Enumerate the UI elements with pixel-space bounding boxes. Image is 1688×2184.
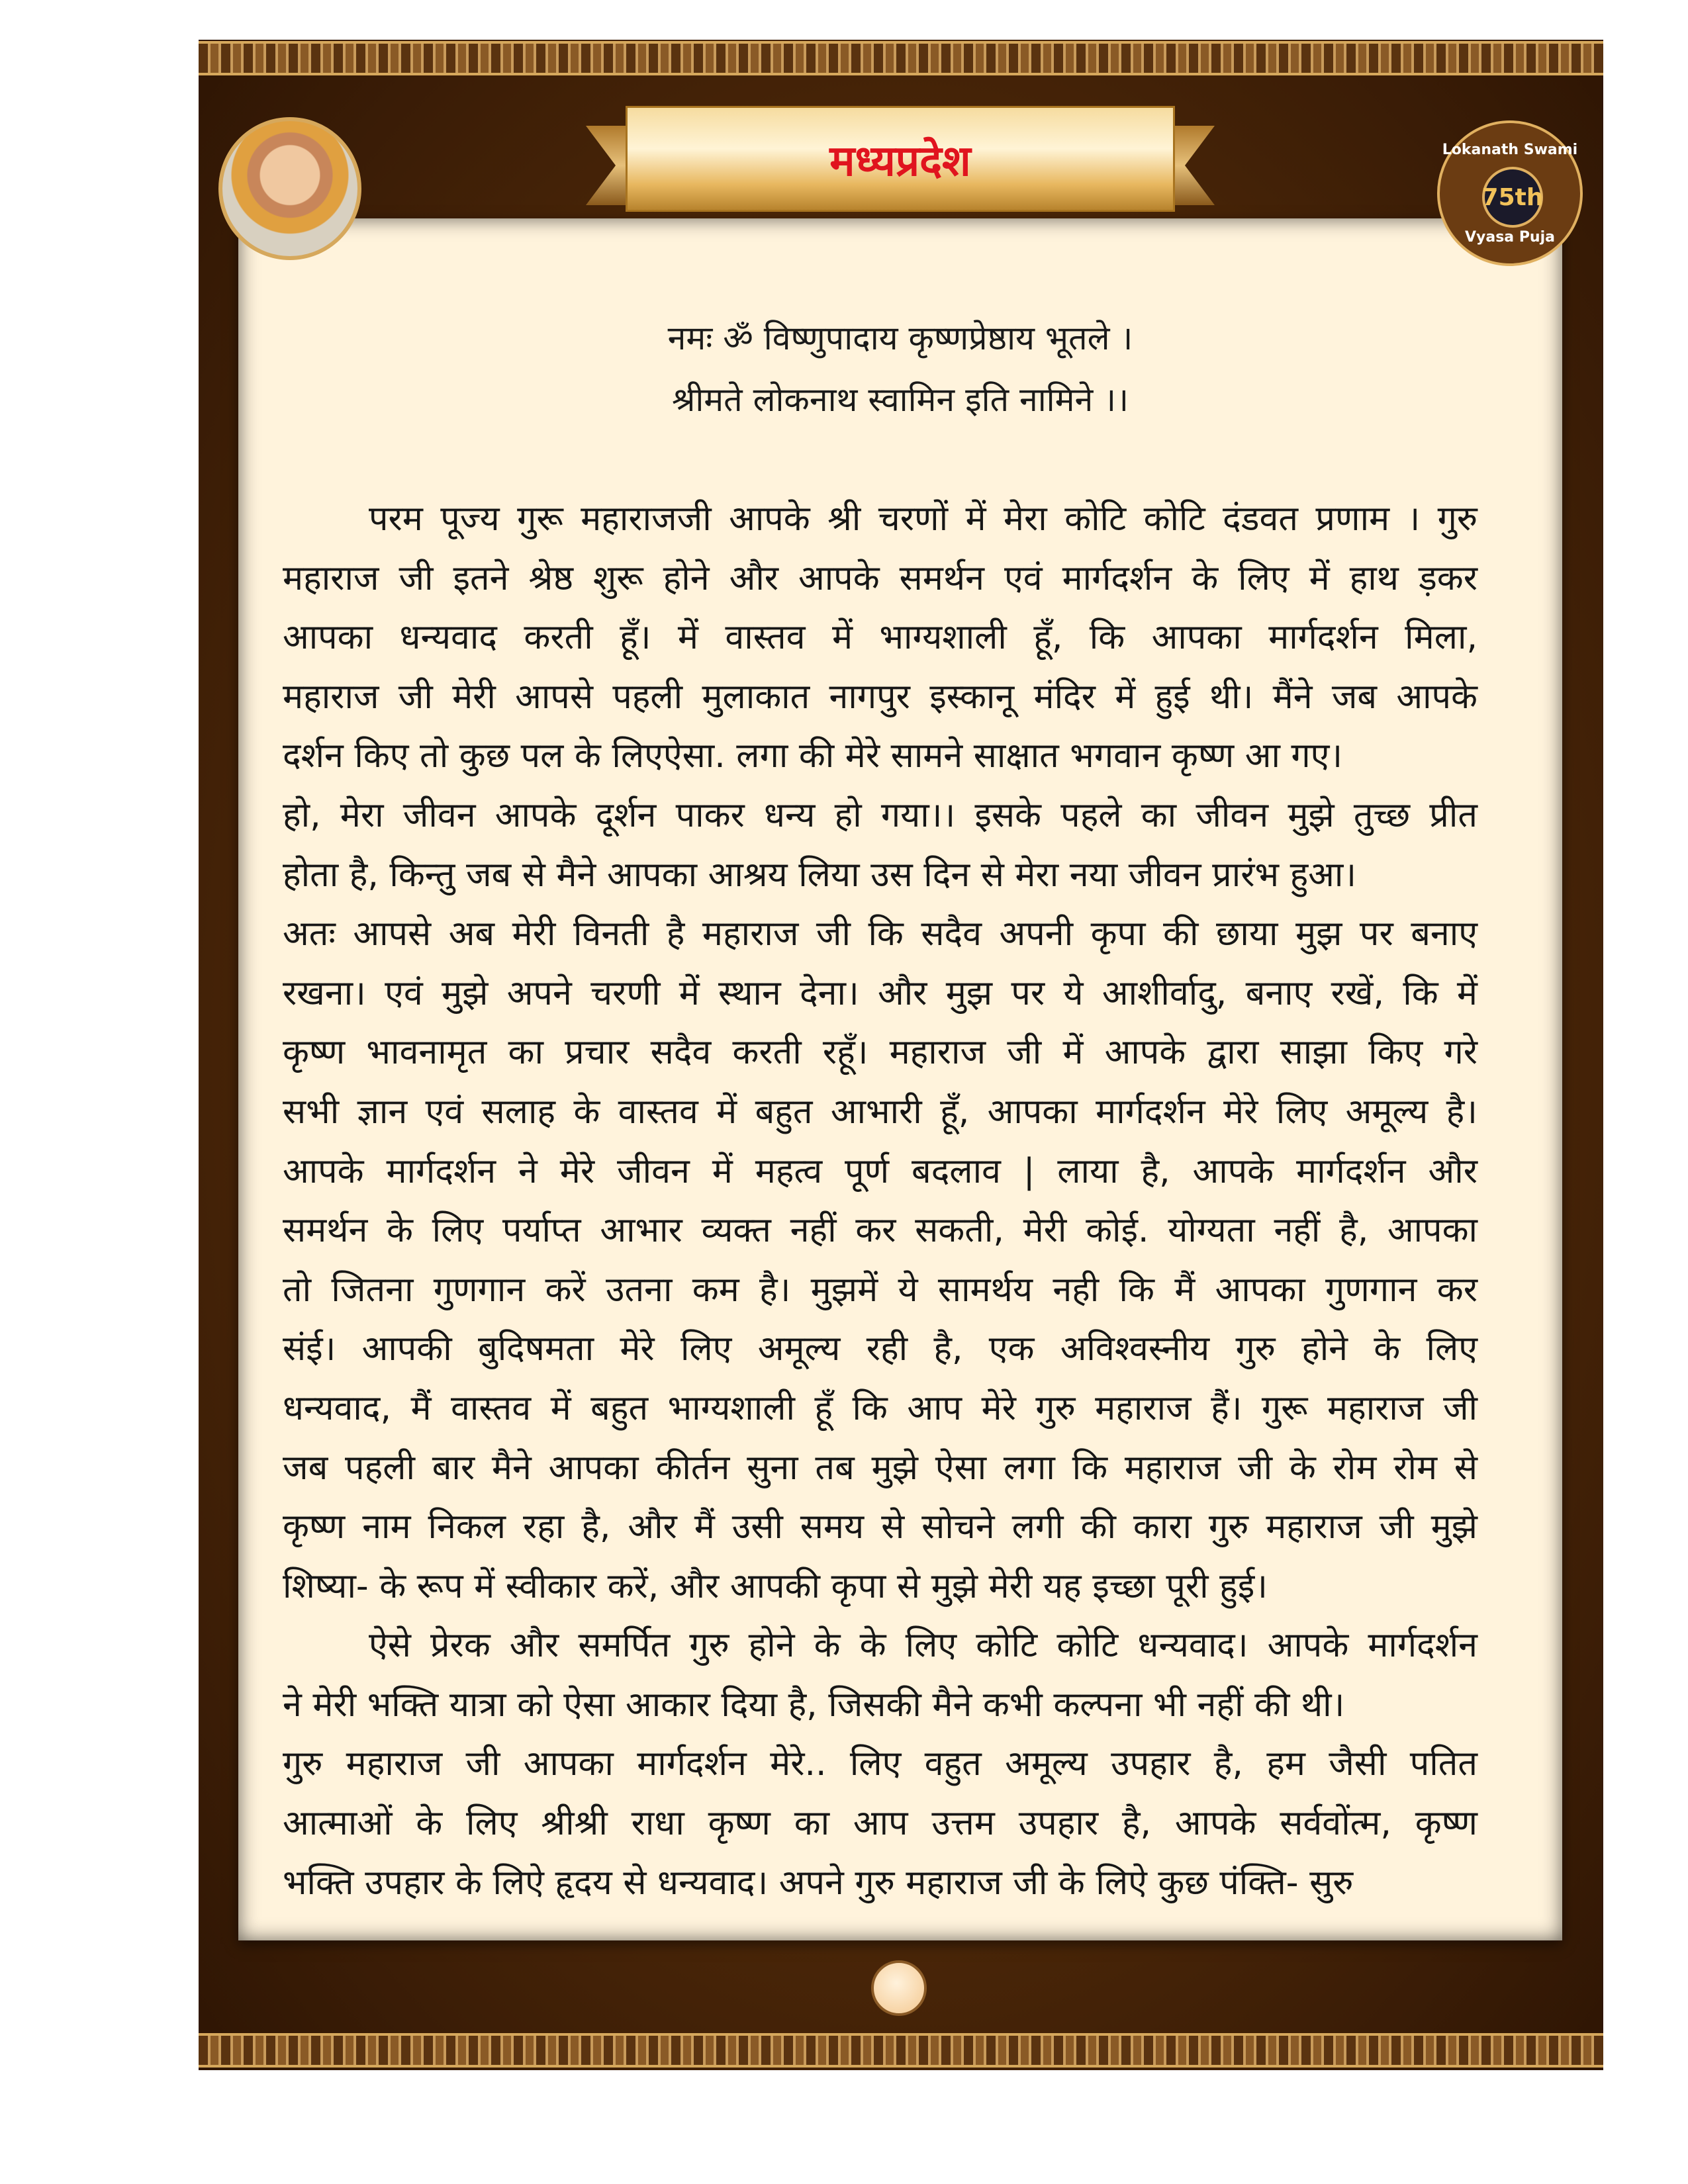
letter-line: आपके मार्गदर्शन ने मेरे जीवन में महत्व पूर्ण बदलाव | लाया है, आपके मार्गदर्शन और <box>283 1151 1477 1191</box>
verse-line-1: नमः ॐ विष्णुपादाय कृष्णप्रेष्ठाय भूतले । <box>667 319 1133 357</box>
letter-line: दर्शन किए तो कुछ पल के लिएऐसा. लगा की मेरे सामने साक्षात भगवान कृष्ण आ गए। <box>283 736 1343 776</box>
letter-line: महाराज जी मेरी आपसे पहली मुलाकात नागपुर इस्कानू मंदिर में हुई थी। मैंने जब आपके <box>283 676 1477 717</box>
letter-line: हो, मेरा जीवन आपके दूर्शन पाकर धन्य हो गया।। इसके पहले का जीवन मुझे तुच्छ प्रीत <box>283 795 1477 835</box>
letter-body <box>283 490 1477 1913</box>
letter-line: समर्थन के लिए पर्याप्त आभार व्यक्त नहीं कर सकती, मेरी कोई. योग्यता नहीं है, आपका <box>283 1210 1477 1251</box>
letter-line: तो जितना गुणगान करें उतना कम है। मुझमें ये सामर्थय नही कि मैं आपका गुणगान कर <box>283 1269 1477 1310</box>
guru-photo <box>218 117 361 260</box>
letter-line: ने मेरी भक्ति यात्रा को ऐसा आकार दिया है, जिसकी मैने कभी कल्पना भी नहीं की थी। <box>283 1684 1345 1725</box>
letter-line: जब पहली बार मैने आपका कीर्तन सुना तब मुझे ऐसा लगा कि महाराज जी के रोम रोम से <box>283 1447 1477 1488</box>
letter-line: महाराज जी इतने श्रेष्ठ शुरू होने और आपके समर्थन एवं मार्गदर्शन के लिए में हाथ ड़कर <box>283 558 1477 598</box>
letter-line: परम पूज्य गुरू महाराजजी आपके श्री चरणों में मेरा कोटि कोटि दंडवत प्रणाम । गुरु <box>369 499 1477 539</box>
logo-top-text: Lokanath Swami <box>1442 142 1578 158</box>
page-dot-ornament <box>871 1960 927 2016</box>
letter-line: कृष्ण नाम निकल रहा है, और मैं उसी समय से सोचने लगी की कारा गुरु महाराज जी मुझे <box>283 1507 1477 1547</box>
top-border-ornament <box>199 41 1603 75</box>
letter-line: सभी ज्ञान एवं सलाह के वास्तव में बहुत आभारी हूँ, आपका मार्गदर्शन मेरे लिए अमूल्य है। <box>283 1091 1477 1132</box>
letter-line: गुरु महाराज जी आपका मार्गदर्शन मेरे.. लिए वहुत अमूल्य उपहार है, हम जैसी पतित <box>283 1744 1477 1784</box>
logo-number: 75th <box>1482 167 1543 228</box>
bottom-border-ornament <box>199 2033 1603 2068</box>
title-banner <box>586 99 1215 225</box>
letter-line: कृष्ण भावनामृत का प्रचार सदैव करती रहूँ। महाराज जी में आपके द्वारा साझा किए गरे <box>283 1032 1477 1073</box>
letter-line: आत्माओं के लिए श्रीश्री राधा कृष्ण का आप उत्तम उपहार है, आपके सर्ववोंत्म, कृष्ण <box>283 1803 1477 1844</box>
ribbon <box>626 106 1175 212</box>
letter-line: आपका धन्यवाद करती हूँ। में वास्तव में भाग्यशाली हूँ, कि आपका मार्गदर्शन मिला, <box>283 617 1477 658</box>
letter-line: अतः आपसे अब मेरी विनती है महाराज जी कि सदैव अपनी कृपा की छाया मुझ पर बनाए <box>283 914 1477 954</box>
letter-line: संई। आपकी बुदिषमता मेरे लिए अमूल्य रही है, एक अविश्वस्नीय गुरु होने के लिए <box>283 1329 1477 1369</box>
letter-line: शिष्या- के रूप में स्वीकार करें, और आपकी कृपा से मुझे मेरी यह इच्छा पूरी हुई। <box>283 1566 1268 1606</box>
letter-line: भक्ति उपहार के लिऐ हृदय से धन्यवाद। अपने गुरु महाराज जी के लिऐ कुछ पंक्ति- सुरु <box>283 1862 1354 1903</box>
letter-line: होता है, किन्तु जब से मैने आपका आश्रय लिया उस दिन से मेरा नया जीवन प्रारंभ हुआ। <box>283 854 1357 895</box>
verse-line-2: श्रीमते लोकनाथ स्वामिन इति नामिने ।। <box>671 381 1129 419</box>
logo-bottom-text: Vyasa Puja <box>1465 229 1555 246</box>
page-title: मध्यप्रदेश <box>829 136 971 186</box>
letter-line: ऐसे प्रेरक और समर्पित गुरु होने के के लिए कोटि कोटि धन्यवाद। आपके मार्गदर्शन <box>369 1625 1477 1666</box>
letter-line: रखना। एवं मुझे अपने चरणी में स्थान देना। और मुझ पर ये आशीर्वादु, बनाए रखें, कि में <box>283 973 1477 1013</box>
letter-line: धन्यवाद, मैं वास्तव में बहुत भाग्यशाली हूँ कि आप मेरे गुरु महाराज हैं। गुरू महाराज जी <box>283 1388 1477 1428</box>
vyasa-puja-75-logo <box>1437 120 1583 266</box>
